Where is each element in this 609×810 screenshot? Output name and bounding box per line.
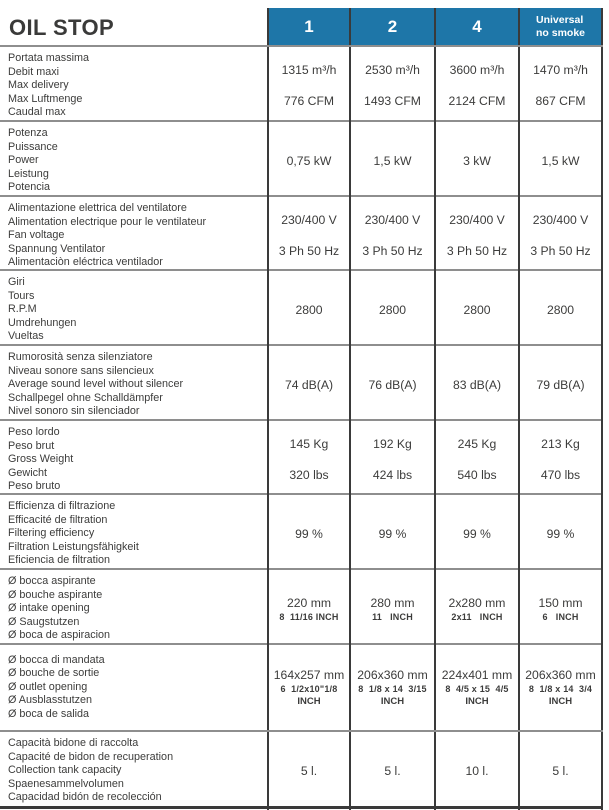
row-label-line: Capacità bidone di raccolta bbox=[8, 737, 139, 749]
spec-value-cell bbox=[434, 495, 518, 573]
spec-value-line: 2x11 INCH bbox=[451, 611, 503, 622]
spec-value-line: 230/400 V bbox=[449, 213, 505, 228]
spec-value-cell bbox=[349, 197, 434, 275]
table-header-row bbox=[0, 8, 603, 45]
spec-value-line: 1,5 kW bbox=[541, 153, 580, 168]
spec-value-line: 79 dB(A) bbox=[536, 377, 585, 392]
spec-value-line: 776 CFM bbox=[283, 94, 335, 109]
spec-value-line: 99 % bbox=[295, 526, 323, 541]
spec-value-line: INCH bbox=[380, 696, 405, 707]
row-label-line: Eficiencia de filtration bbox=[8, 554, 111, 567]
spec-value-line: 99 % bbox=[378, 526, 407, 541]
spec-value-cell bbox=[349, 645, 434, 730]
spec-value-line: INCH bbox=[297, 696, 321, 707]
spec-value-line: 224x401 mm bbox=[441, 668, 513, 682]
row-label-line: Schallpegel ohne Schalldämpfer bbox=[8, 391, 163, 404]
spec-value-line: 3 Ph 50 Hz bbox=[530, 244, 591, 259]
row-label-cell bbox=[0, 495, 267, 573]
spec-value-line: 150 mm bbox=[538, 595, 583, 610]
spec-value-line: 2800 bbox=[546, 302, 575, 317]
spec-value-cell bbox=[267, 732, 349, 810]
row-label-cell bbox=[0, 122, 267, 200]
spec-value-cell bbox=[518, 122, 603, 200]
column-header-universal bbox=[518, 8, 603, 45]
spec-value-cell bbox=[518, 47, 603, 125]
spec-value-cell bbox=[434, 421, 518, 499]
spec-value-line: 164x257 mm bbox=[273, 668, 345, 682]
spec-value-line: 230/400 V bbox=[532, 213, 589, 228]
row-label-line: Ø boca de salida bbox=[8, 707, 90, 720]
row-label-line: Filtration Leistungsfähigkeit bbox=[8, 540, 139, 553]
row-label-line: Max Luftmenge bbox=[8, 92, 83, 105]
row-label-line: Power bbox=[8, 154, 39, 167]
spec-value-line: 8 1/8 x 14 3/4 bbox=[528, 684, 593, 694]
row-label-cell bbox=[0, 732, 267, 810]
spec-value-line: 2800 bbox=[378, 302, 407, 317]
spec-value-cell bbox=[434, 346, 518, 424]
spec-value-line: 230/400 V bbox=[364, 213, 421, 228]
spec-value-cell bbox=[518, 197, 603, 275]
spec-value-line: 213 Kg bbox=[541, 437, 580, 452]
table-row bbox=[0, 493, 603, 568]
table-row bbox=[0, 643, 603, 730]
spec-value-cell bbox=[349, 271, 434, 349]
spec-table bbox=[0, 8, 603, 809]
row-label-line: Fan voltage bbox=[8, 229, 65, 242]
spec-value-line: 10 l. bbox=[465, 763, 489, 778]
column-header-label: Universal no smoke bbox=[535, 14, 585, 39]
page-title: OIL STOP bbox=[9, 15, 115, 40]
row-label-line: Alimentation electrique pour le ventilateur bbox=[8, 215, 207, 228]
spec-value-cell bbox=[434, 645, 518, 730]
spec-value-line: INCH bbox=[465, 696, 489, 707]
spec-value-line: 424 lbs bbox=[372, 468, 413, 483]
row-label-line: Gewicht bbox=[8, 466, 48, 479]
row-label-line: R.P.M bbox=[8, 303, 37, 316]
spec-value-line: 3 Ph 50 Hz bbox=[362, 244, 423, 259]
row-label-line: Ø bocca di mandata bbox=[8, 653, 105, 666]
row-label-cell bbox=[0, 346, 267, 424]
spec-value-cell bbox=[434, 732, 518, 810]
spec-value-cell bbox=[267, 122, 349, 200]
row-label-line: Leistung bbox=[8, 167, 49, 180]
spec-value-line: 5 l. bbox=[300, 763, 318, 778]
spec-value-cell bbox=[267, 346, 349, 424]
row-label-line: Capacidad bidón de recolección bbox=[8, 791, 162, 804]
table-row bbox=[0, 568, 603, 643]
row-label-line: Nivel sonoro sin silenciador bbox=[8, 405, 140, 418]
spec-value-line: 245 Kg bbox=[457, 437, 497, 452]
spec-value-line: 2800 bbox=[295, 302, 323, 317]
spec-value-line: 3 kW bbox=[463, 153, 491, 168]
spec-value-line: 11 INCH bbox=[372, 611, 413, 622]
spec-value-cell bbox=[434, 122, 518, 200]
row-label-line: Ø outlet opening bbox=[8, 680, 88, 693]
column-header-label: 1 bbox=[304, 16, 314, 36]
spec-value-line: 540 lbs bbox=[457, 468, 497, 483]
spec-value-line: 8 4/5 x 15 4/5 bbox=[445, 684, 509, 694]
spec-value-line: 192 Kg bbox=[373, 437, 412, 452]
row-label-line: Ø Ausblasstutzen bbox=[8, 694, 93, 707]
spec-value-line: 867 CFM bbox=[535, 94, 586, 109]
spec-value-line: 5 l. bbox=[552, 763, 569, 778]
spec-value-line: 76 dB(A) bbox=[368, 377, 417, 392]
table-row bbox=[0, 419, 603, 493]
row-label-line: Max delivery bbox=[8, 79, 69, 92]
spec-value-line: 2530 m³/h bbox=[365, 63, 420, 78]
spec-value-line: 3 Ph 50 Hz bbox=[278, 244, 340, 259]
spec-value-line: 6 1/2x10"1/8 bbox=[280, 684, 338, 694]
row-label-line: Peso brut bbox=[8, 439, 55, 452]
spec-value-cell bbox=[434, 197, 518, 275]
spec-value-line: 5 l. bbox=[384, 763, 401, 778]
spec-value-line: 1470 m³/h bbox=[533, 63, 588, 78]
spec-value-cell bbox=[434, 47, 518, 125]
spec-value-line: 220 mm bbox=[286, 595, 332, 610]
row-label-line: Efficacité de filtration bbox=[8, 513, 108, 526]
row-label-cell bbox=[0, 570, 267, 648]
row-label-line: Ø Saugstutzen bbox=[8, 615, 80, 628]
spec-value-line: 145 Kg bbox=[289, 437, 329, 452]
spec-value-line: 99 % bbox=[546, 526, 575, 541]
spec-value-cell bbox=[267, 47, 349, 125]
row-label-line: Peso lordo bbox=[8, 426, 60, 438]
row-label-line: Caudal max bbox=[8, 106, 66, 119]
spec-value-cell bbox=[518, 570, 603, 648]
row-label-line: Vueltas bbox=[8, 330, 44, 343]
spec-value-line: 74 dB(A) bbox=[284, 377, 334, 392]
spec-value-cell bbox=[518, 271, 603, 349]
spec-value-line: 320 lbs bbox=[289, 468, 329, 483]
column-header-1 bbox=[267, 8, 349, 45]
row-label-line: Niveau sonore sans silencieux bbox=[8, 364, 154, 377]
row-label-line: Alimentazione elettrica del ventilatore bbox=[8, 202, 187, 214]
spec-value-line: 1315 m³/h bbox=[281, 63, 337, 78]
row-label-cell bbox=[0, 271, 267, 349]
row-label-line: Efficienza di filtrazione bbox=[8, 500, 116, 512]
row-label-line: Ø bouche aspirante bbox=[8, 588, 103, 601]
column-header-label: 4 bbox=[472, 16, 482, 36]
row-label-line: Umdrehungen bbox=[8, 316, 77, 329]
row-label-line: Peso bruto bbox=[8, 480, 61, 493]
spec-value-line: INCH bbox=[548, 696, 573, 707]
spec-value-line: 8 11/16 INCH bbox=[279, 611, 339, 622]
spec-value-line: 206x360 mm bbox=[525, 668, 596, 682]
row-label-cell bbox=[0, 197, 267, 275]
spec-value-line: 206x360 mm bbox=[357, 668, 428, 682]
spec-value-cell bbox=[267, 271, 349, 349]
table-row bbox=[0, 120, 603, 195]
row-label-cell bbox=[0, 47, 267, 125]
row-label-line: Ø intake opening bbox=[8, 602, 90, 615]
row-label-line: Portata massima bbox=[8, 52, 90, 64]
spec-value-line: 470 lbs bbox=[540, 468, 581, 483]
row-label-line: Average sound level without silencer bbox=[8, 378, 184, 391]
column-header-4 bbox=[434, 8, 518, 45]
row-label-line: Potencia bbox=[8, 181, 51, 194]
row-label-line: Filtering efficiency bbox=[8, 527, 95, 540]
spec-value-line: 6 INCH bbox=[542, 611, 579, 622]
row-label-line: Puissance bbox=[8, 140, 58, 153]
row-label-line: Capacité de bidon de recuperation bbox=[8, 750, 174, 763]
spec-value-cell bbox=[267, 495, 349, 573]
spec-value-cell bbox=[349, 421, 434, 499]
title-cell bbox=[0, 8, 267, 45]
table-row bbox=[0, 344, 603, 419]
row-label-cell bbox=[0, 421, 267, 499]
spec-value-line: 2800 bbox=[463, 302, 491, 317]
column-header-label: 2 bbox=[387, 16, 398, 36]
row-label-line: Collection tank capacity bbox=[8, 764, 122, 777]
spec-value-cell bbox=[434, 271, 518, 349]
spec-value-cell bbox=[518, 346, 603, 424]
spec-value-line: 83 dB(A) bbox=[452, 377, 502, 392]
row-label-line: Ø boca de aspiracion bbox=[8, 629, 111, 642]
table-row bbox=[0, 45, 603, 120]
row-label-line: Debit maxi bbox=[8, 65, 60, 78]
spec-value-cell bbox=[267, 645, 349, 730]
spec-value-cell bbox=[267, 570, 349, 648]
row-label-line: Giri bbox=[8, 276, 25, 288]
table-row bbox=[0, 269, 603, 344]
row-label-line: Potenza bbox=[8, 127, 48, 139]
spec-value-cell bbox=[518, 421, 603, 499]
spec-value-cell bbox=[349, 732, 434, 810]
row-label-line: Tours bbox=[8, 289, 35, 302]
row-label-line: Ø bouche de sortie bbox=[8, 667, 100, 680]
row-label-line: Spannung Ventilator bbox=[8, 242, 106, 255]
spec-value-cell bbox=[518, 645, 603, 730]
spec-value-line: 3 Ph 50 Hz bbox=[446, 244, 508, 259]
table-row bbox=[0, 730, 603, 806]
spec-value-line: 230/400 V bbox=[281, 213, 337, 228]
spec-value-line: 3600 m³/h bbox=[449, 63, 505, 78]
spec-value-cell bbox=[349, 495, 434, 573]
spec-value-cell bbox=[518, 495, 603, 573]
spec-value-line: 2124 CFM bbox=[448, 94, 506, 109]
spec-value-line: 280 mm bbox=[370, 595, 415, 610]
spec-value-line: 0,75 kW bbox=[286, 153, 332, 168]
row-label-line: Alimentaciòn eléctrica ventilador bbox=[8, 256, 163, 269]
spec-value-line: 2x280 mm bbox=[448, 595, 506, 610]
spec-value-cell bbox=[434, 570, 518, 648]
spec-value-cell bbox=[267, 197, 349, 275]
row-label-line: Rumorosità senza silenziatore bbox=[8, 351, 153, 363]
spec-value-cell bbox=[349, 570, 434, 648]
spec-value-cell bbox=[518, 732, 603, 810]
spec-value-line: 1493 CFM bbox=[364, 94, 421, 109]
row-label-line: Gross Weight bbox=[8, 453, 74, 466]
spec-value-line: 99 % bbox=[463, 526, 491, 541]
row-label-line: Ø bocca aspirante bbox=[8, 575, 96, 587]
row-label-cell bbox=[0, 645, 267, 730]
spec-value-cell bbox=[349, 47, 434, 125]
spec-value-cell bbox=[349, 122, 434, 200]
row-label-line: Spaenesammelvolumen bbox=[8, 777, 124, 790]
spec-value-cell bbox=[267, 421, 349, 499]
spec-value-line: 1,5 kW bbox=[373, 153, 412, 168]
table-row bbox=[0, 195, 603, 269]
column-header-2 bbox=[349, 8, 434, 45]
spec-value-cell bbox=[349, 346, 434, 424]
spec-value-line: 8 1/8 x 14 3/15 bbox=[358, 684, 427, 694]
